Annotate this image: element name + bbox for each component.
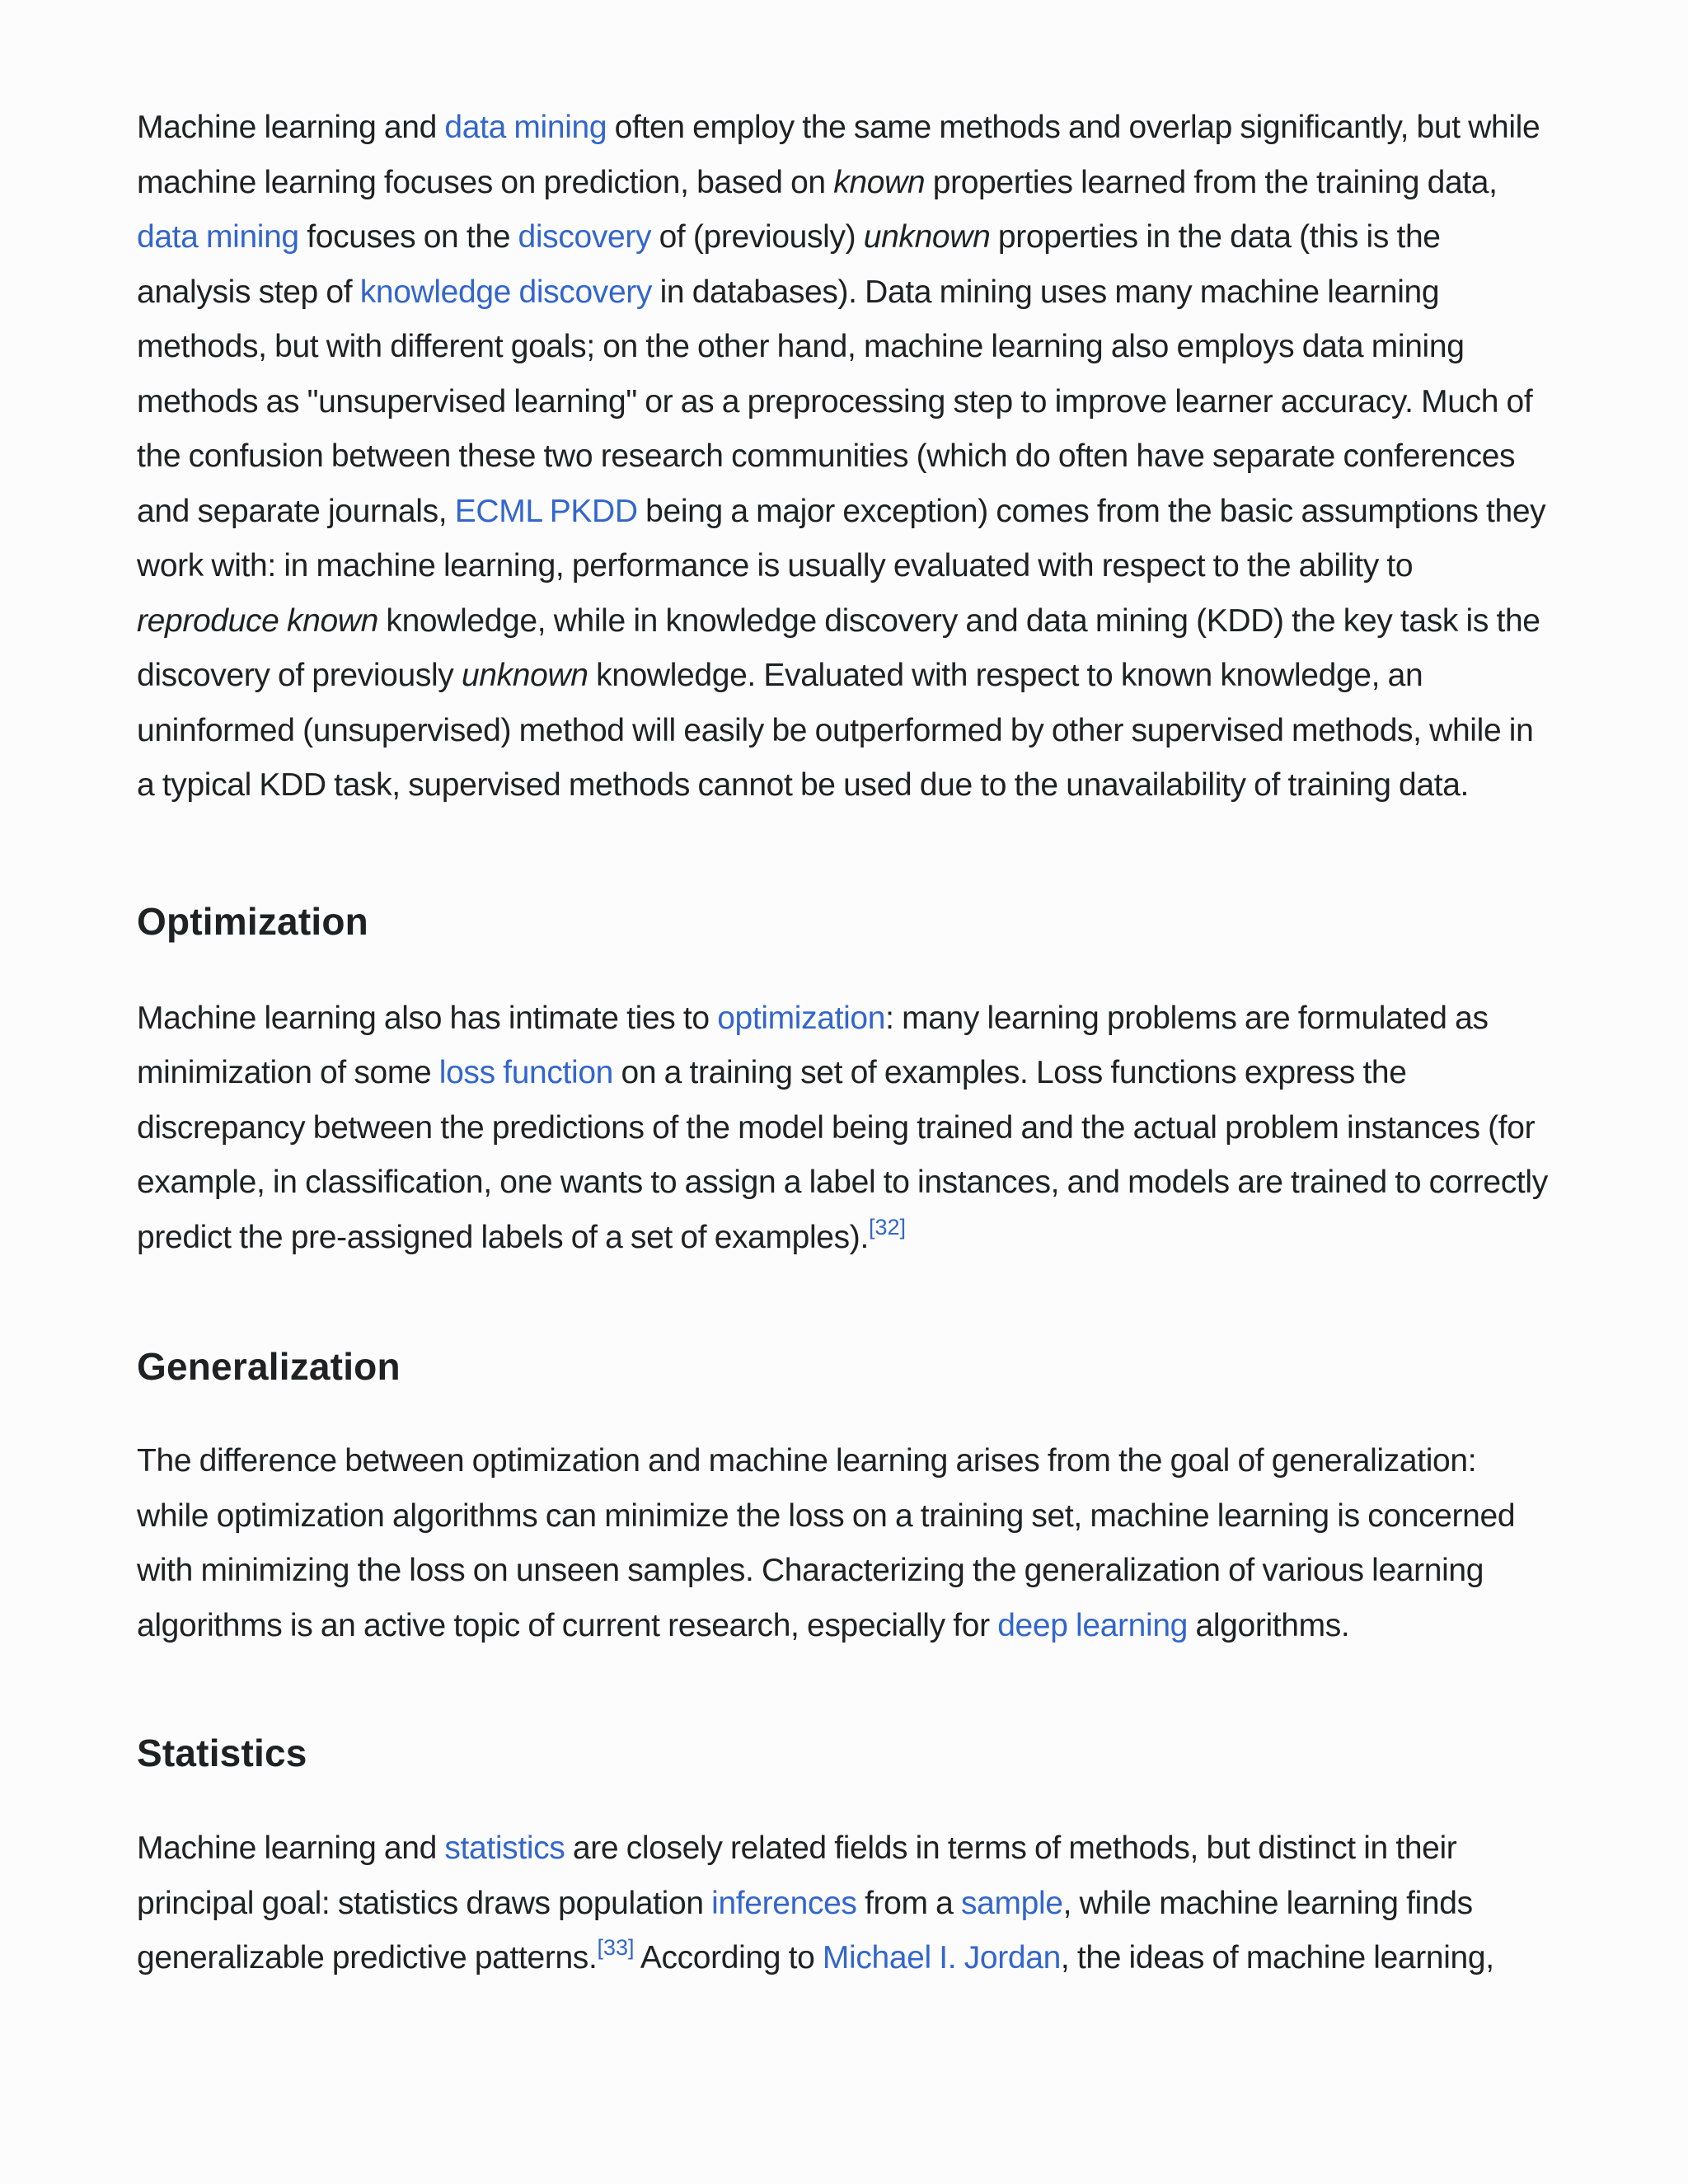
link-deep-learning[interactable]: deep learning: [997, 1607, 1189, 1643]
citation-link-33[interactable]: [33]: [597, 1935, 635, 1960]
optimization-text: Machine learning also has intimate ties to: [137, 1000, 718, 1036]
statistics-text: Machine learning and: [137, 1830, 445, 1866]
link-loss-function[interactable]: loss function: [438, 1055, 614, 1090]
link-discovery[interactable]: discovery: [518, 219, 652, 255]
citation-link-32[interactable]: [32]: [868, 1214, 906, 1240]
intro-text: Machine learning and: [137, 110, 445, 145]
optimization-text: : many learning problems are formulated as minimization of some: [137, 1000, 1489, 1090]
section-heading-statistics: Statistics: [137, 1732, 307, 1774]
intro-text: focuses on the: [298, 219, 518, 255]
generalization-paragraph: [137, 1434, 1554, 1653]
statistics-text: are closely related fields in terms of methods, but distinct in their principal goal: statistics draws population: [137, 1830, 1457, 1921]
emphasis-unknown: unknown: [461, 658, 588, 693]
link-data-mining[interactable]: data mining: [444, 110, 607, 145]
intro-text: often employ the same methods and overlap significantly, but while machine learning focuses on prediction, based on: [137, 110, 1540, 200]
section-heading-optimization: Optimization: [137, 899, 368, 943]
section-heading-generalization: Generalization: [137, 1345, 401, 1388]
statistics-text: , the ideas of machine learning,: [1060, 1940, 1494, 1975]
optimization-paragraph: [137, 991, 1554, 1266]
emphasis-known: known: [833, 164, 926, 200]
link-data-mining[interactable]: data mining: [137, 219, 299, 255]
intro-text: knowledge, while in knowledge discovery and data mining (KDD) the key task is the discovery of previously: [137, 602, 1540, 693]
generalization-text: The difference between optimization and machine learning arises from the goal of generalization: while optimization algorithms can minimize the loss on a training set, machine learning is concerned with minimizing the loss on unseen samples. Characterizing the generalization of various learning algorithms is an active topic of current research, especially for: [137, 1443, 1516, 1643]
link-michael-jordan[interactable]: Michael I. Jordan: [822, 1940, 1061, 1975]
intro-paragraph: [137, 101, 1554, 813]
link-sample[interactable]: sample: [960, 1885, 1063, 1921]
emphasis-unknown: unknown: [863, 219, 991, 255]
optimization-text: on a training set of examples. Loss functions express the discrepancy between the predictions of the model being trained and the actual problem instances (for example, in classification, one wants to assign a label to instances, and models are trained to correctly predict the pre-assigned labels of a set of examples).: [137, 1055, 1548, 1255]
generalization-text: algorithms.: [1188, 1607, 1350, 1643]
intro-text: in databases). Data mining uses many machine learning methods, but with different goals; on the other hand, machine learning also employs data mining methods as "unsupervised learning" or as a preprocessing step to improve learner accuracy. Much of the confusion between these two research communities (which do often have separate conferences and separate journals,: [137, 274, 1533, 529]
link-optimization[interactable]: optimization: [717, 1000, 886, 1036]
statistics-text: from a: [856, 1885, 961, 1921]
link-statistics[interactable]: statistics: [444, 1830, 565, 1866]
link-ecml-pkdd[interactable]: ECML PKDD: [454, 493, 638, 529]
intro-text: knowledge. Evaluated with respect to known knowledge, an uninformed (unsupervised) method will easily be outperformed by other supervised methods, while in a typical KDD task, supervised methods cannot be used due to the unavailability of training data.: [137, 658, 1534, 803]
intro-text: properties in the data (this is the analysis step of: [137, 219, 1441, 310]
citation-33: [597, 1935, 634, 1960]
intro-text: of (previously): [651, 219, 864, 255]
intro-text: being a major exception) comes from the basic assumptions they work with: in machine learning, performance is usually evaluated with respect to the ability to: [137, 493, 1546, 583]
emphasis-reproduce-known: reproduce known: [137, 602, 378, 639]
link-inferences[interactable]: inferences: [711, 1885, 857, 1921]
statistics-text: , while machine learning finds generalizable predictive patterns.: [137, 1885, 1473, 1975]
statistics-text: According to: [634, 1940, 823, 1975]
link-knowledge-discovery[interactable]: knowledge discovery: [359, 274, 653, 310]
citation-32: [869, 1215, 906, 1240]
statistics-paragraph: [137, 1821, 1554, 1986]
intro-text: properties learned from the training data,: [925, 164, 1498, 200]
article-body: [137, 101, 1554, 1986]
